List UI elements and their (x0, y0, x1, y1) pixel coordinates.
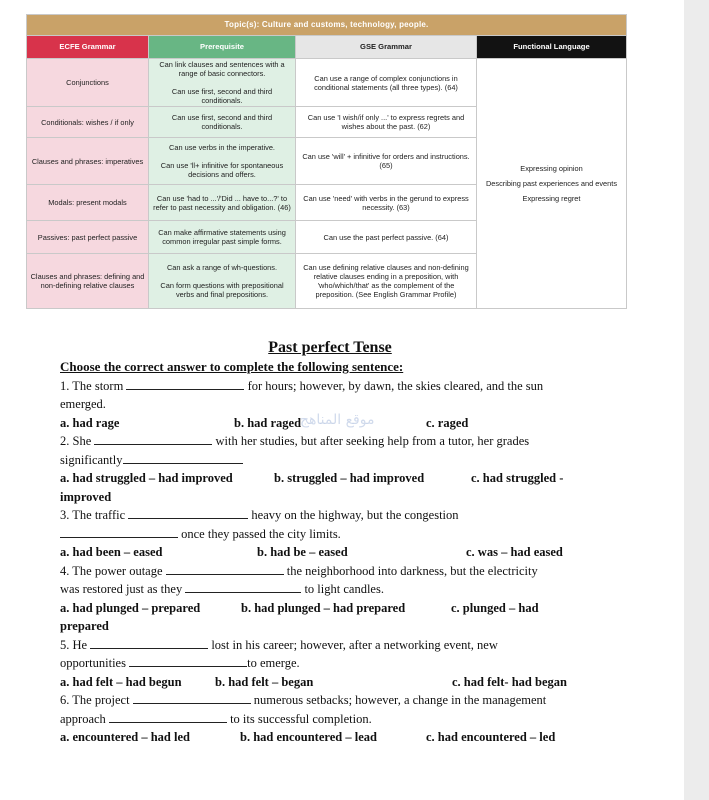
question-text: numerous setbacks; however, a change in the management (253, 693, 547, 707)
prereq-text: Can link clauses and sentences with a range of basic connectors. (159, 60, 285, 79)
answer-blank[interactable] (94, 432, 212, 445)
option[interactable]: a. had felt – had begun (60, 674, 182, 689)
question-text: to light candles. (304, 582, 384, 596)
question-text: 4. The power outage (60, 563, 163, 578)
question-2-cont (60, 451, 600, 470)
ecfe-cell: Modals: present modals (27, 185, 149, 221)
functional-item: Describing past experiences and events (485, 179, 618, 189)
option[interactable]: c. had felt- had began (452, 674, 567, 689)
question-text: 2. She (60, 434, 92, 448)
question-text: significantly (60, 452, 123, 467)
option[interactable]: b. struggled – had improved (274, 471, 425, 485)
question-6-cont (60, 710, 600, 729)
exercise-section (60, 338, 600, 747)
options-6 (60, 728, 600, 747)
header-gse-grammar: GSE Grammar (296, 36, 477, 59)
prereq-cell: Can use first, second and third conditionals. (149, 107, 296, 138)
option[interactable]: b. had raged (234, 415, 302, 430)
question-1 (60, 377, 600, 396)
instruction: Choose the correct answer to complete the following sentence: (60, 359, 404, 374)
answer-blank[interactable] (128, 506, 248, 519)
answer-blank[interactable] (123, 451, 243, 464)
prereq-text: Can use verbs in the imperative. (169, 143, 275, 153)
option[interactable]: a. had plunged – prepared (60, 600, 201, 615)
answer-blank[interactable] (126, 377, 244, 390)
question-text: heavy on the highway, but the congestion (251, 508, 459, 522)
question-6 (60, 691, 600, 710)
gse-cell: Can use 'need' with verbs in the gerund to express necessity. (63) (296, 185, 477, 221)
prereq-cell (149, 254, 296, 309)
question-4 (60, 562, 600, 581)
ecfe-cell: Conjunctions (27, 59, 149, 107)
question-text: opportunities (60, 656, 126, 670)
option[interactable]: c. raged (426, 415, 469, 430)
question-2 (60, 432, 600, 451)
option[interactable]: c. was – had eased (466, 545, 563, 559)
question-text: for hours; however, by dawn, the skies cleared, and the sun (247, 378, 544, 393)
question-5-cont (60, 654, 600, 673)
page-title: Past perfect Tense (268, 339, 392, 356)
prereq-text: Can use first, second and third conditionals. (171, 87, 273, 106)
question-text: 6. The project (60, 693, 130, 707)
gse-cell: Can use the past perfect passive. (64) (296, 221, 477, 254)
prereq-text: Can use 'll+ infinitive for spontaneous decisions and offers. (160, 161, 284, 180)
functional-language-cell (477, 59, 627, 309)
question-5 (60, 636, 600, 655)
question-text: 3. The traffic (60, 508, 126, 522)
gse-cell: Can use 'I wish/if only ...' to express regrets and wishes about the past. (62) (296, 107, 477, 138)
header-prerequisite: Prerequisite (149, 36, 296, 59)
curriculum-table (26, 14, 627, 309)
gse-cell: Can use defining relative clauses and non-defining relative clauses ending in a preposition, with 'who/which/that' as the complement of the preposition. (See English Grammar Profile) (296, 254, 477, 309)
question-text: lost in his career; however, after a networking event, new (211, 637, 498, 652)
prereq-text: Can ask a range of wh-questions. (166, 263, 278, 273)
page-edge-strip (684, 0, 709, 800)
option[interactable]: b. had be – eased (257, 545, 348, 559)
option[interactable]: c. plunged – had (451, 600, 539, 615)
ecfe-cell: Clauses and phrases: imperatives (27, 138, 149, 185)
option[interactable]: a. had rage (60, 415, 120, 430)
prereq-cell (149, 59, 296, 107)
answer-blank[interactable] (109, 710, 227, 723)
ecfe-cell: Conditionals: wishes / if only (27, 107, 149, 138)
option[interactable]: a. had struggled – had improved (60, 471, 233, 485)
question-text: to its successful completion. (230, 711, 372, 726)
question-4-cont (60, 580, 600, 599)
answer-blank[interactable] (90, 636, 208, 649)
question-text: approach (60, 711, 106, 726)
question-text: 1. The storm (60, 378, 124, 393)
prereq-text: Can form questions with prepositional verbs and final prepositions. (160, 281, 284, 300)
options-4 (60, 599, 600, 618)
gse-cell: Can use 'will' + infinitive for orders and instructions. (65) (296, 138, 477, 185)
option[interactable]: c. had encountered – led (426, 730, 556, 744)
option-wrap: prepared (60, 619, 109, 633)
option[interactable]: b. had felt – began (215, 674, 314, 689)
header-functional-language: Functional Language (477, 36, 627, 59)
question-text: 5. He (60, 637, 88, 652)
option[interactable]: c. had struggled - (471, 471, 564, 485)
answer-blank[interactable] (166, 562, 284, 575)
answer-blank[interactable] (133, 691, 251, 704)
question-3-cont (60, 525, 600, 544)
question-3 (60, 506, 600, 525)
watermark: موقع المناهج (300, 412, 375, 428)
option-wrap: improved (60, 489, 112, 504)
answer-blank[interactable] (129, 654, 247, 667)
options-5 (60, 673, 600, 692)
functional-item: Expressing regret (522, 194, 581, 204)
ecfe-cell: Passives: past perfect passive (27, 221, 149, 254)
gse-cell: Can use a range of complex conjunctions in conditional statements (all three types). (64) (296, 59, 477, 107)
header-ecfe-grammar: ECFE Grammar (27, 36, 149, 59)
options-3 (60, 543, 600, 562)
option[interactable]: a. encountered – had led (60, 730, 190, 744)
ecfe-cell: Clauses and phrases: defining and non-defining relative clauses (27, 254, 149, 309)
option[interactable]: b. had encountered – lead (240, 730, 377, 744)
answer-blank[interactable] (185, 580, 301, 593)
question-text: to emerge. (247, 656, 300, 670)
prereq-cell (149, 138, 296, 185)
question-text: with her studies, but after seeking help from a tutor, her grades (215, 434, 530, 448)
option[interactable]: a. had been – eased (60, 545, 163, 559)
question-text: the neighborhood into darkness, but the electricity (286, 563, 538, 578)
options-2 (60, 469, 600, 488)
option[interactable]: b. had plunged – had prepared (241, 600, 406, 615)
options-1 (60, 414, 600, 433)
question-text: once they passed the city limits. (181, 526, 341, 541)
question-text: was restored just as they (60, 582, 183, 596)
topic-header: Topic(s): Culture and customs, technology, people. (27, 15, 627, 36)
answer-blank[interactable] (60, 525, 178, 538)
question-1-cont: emerged. (60, 397, 106, 411)
prereq-cell: Can make affirmative statements using common irregular past simple forms. (149, 221, 296, 254)
functional-item: Expressing opinion (520, 164, 583, 174)
prereq-cell: Can use 'had to ...'/'Did ... have to...?' to refer to past necessity and obligation. (46) (149, 185, 296, 221)
